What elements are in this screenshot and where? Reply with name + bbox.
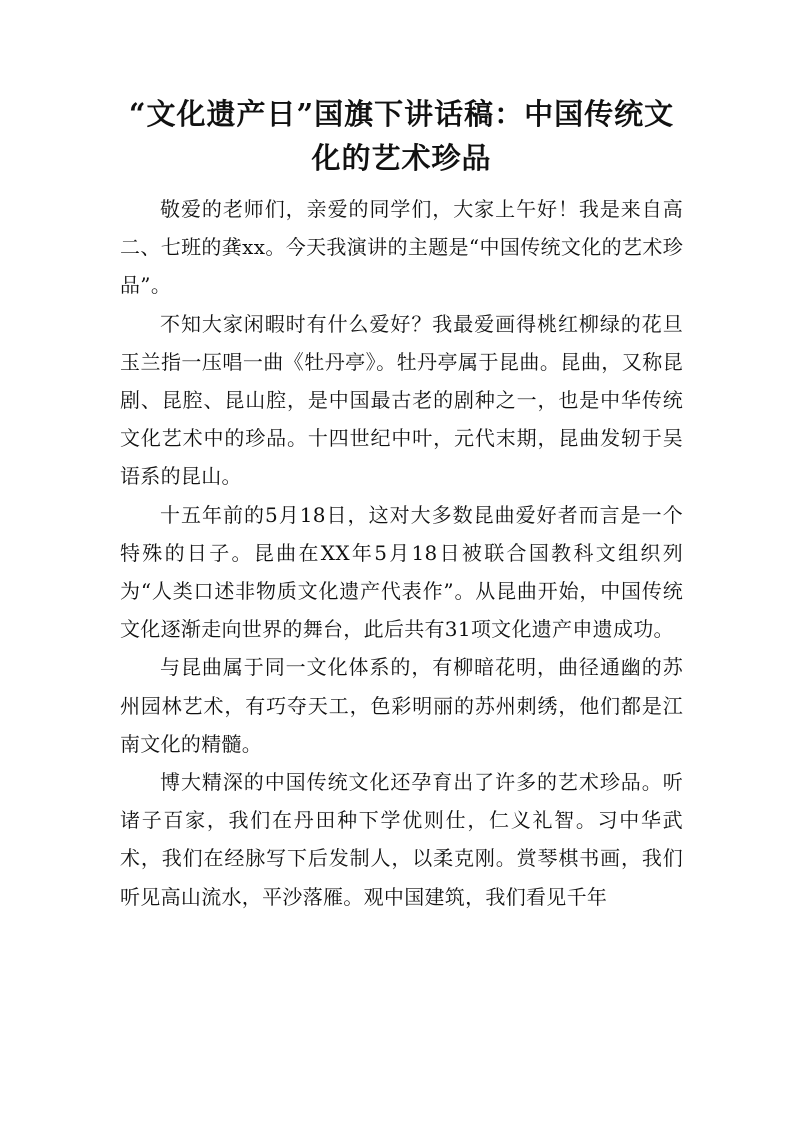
document-body [120, 190, 683, 916]
paragraph: 不知大家闲暇时有什么爱好？我最爱画得桃红柳绿的花旦玉兰指一压唱一曲《牡丹亭》。牡丹亭属于昆曲。昆曲，又称昆剧、昆腔、昆山腔，是中国最古老的剧种之一，也是中华传统文化艺术中的珍品。十四世纪中叶，元代末期，昆曲发轫于吴语系的昆山。 [120, 311, 683, 489]
paragraph: 博大精深的中国传统文化还孕育出了许多的艺术珍品。听诸子百家，我们在丹田种下学优则仕，仁义礼智。习中华武术，我们在经脉写下后发制人，以柔克刚。赏琴棋书画，我们听见高山流水，平沙落雁。观中国建筑，我们看见千年 [120, 770, 683, 909]
paragraph: 与昆曲属于同一文化体系的，有柳暗花明，曲径通幽的苏州园林艺术，有巧夺天工，色彩明丽的苏州刺绣，他们都是江南文化的精髓。 [120, 655, 683, 756]
paragraph: 十五年前的5月18日，这对大多数昆曲爱好者而言是一个特殊的日子。昆曲在XX年5月18日被联合国教科文组织列为“人类口述非物质文化遗产代表作”。从昆曲开始，中国传统文化逐渐走向世界的舞台，此后共有31项文化遗产申遗成功。 [120, 502, 683, 642]
paragraph: 敬爱的老师们，亲爱的同学们，大家上午好！我是来自高二、七班的龚xx。今天我演讲的主题是“中国传统文化的艺术珍品”。 [120, 197, 683, 298]
document-title: “文化遗产日”国旗下讲话稿：中国传统文化的艺术珍品 [128, 97, 675, 175]
